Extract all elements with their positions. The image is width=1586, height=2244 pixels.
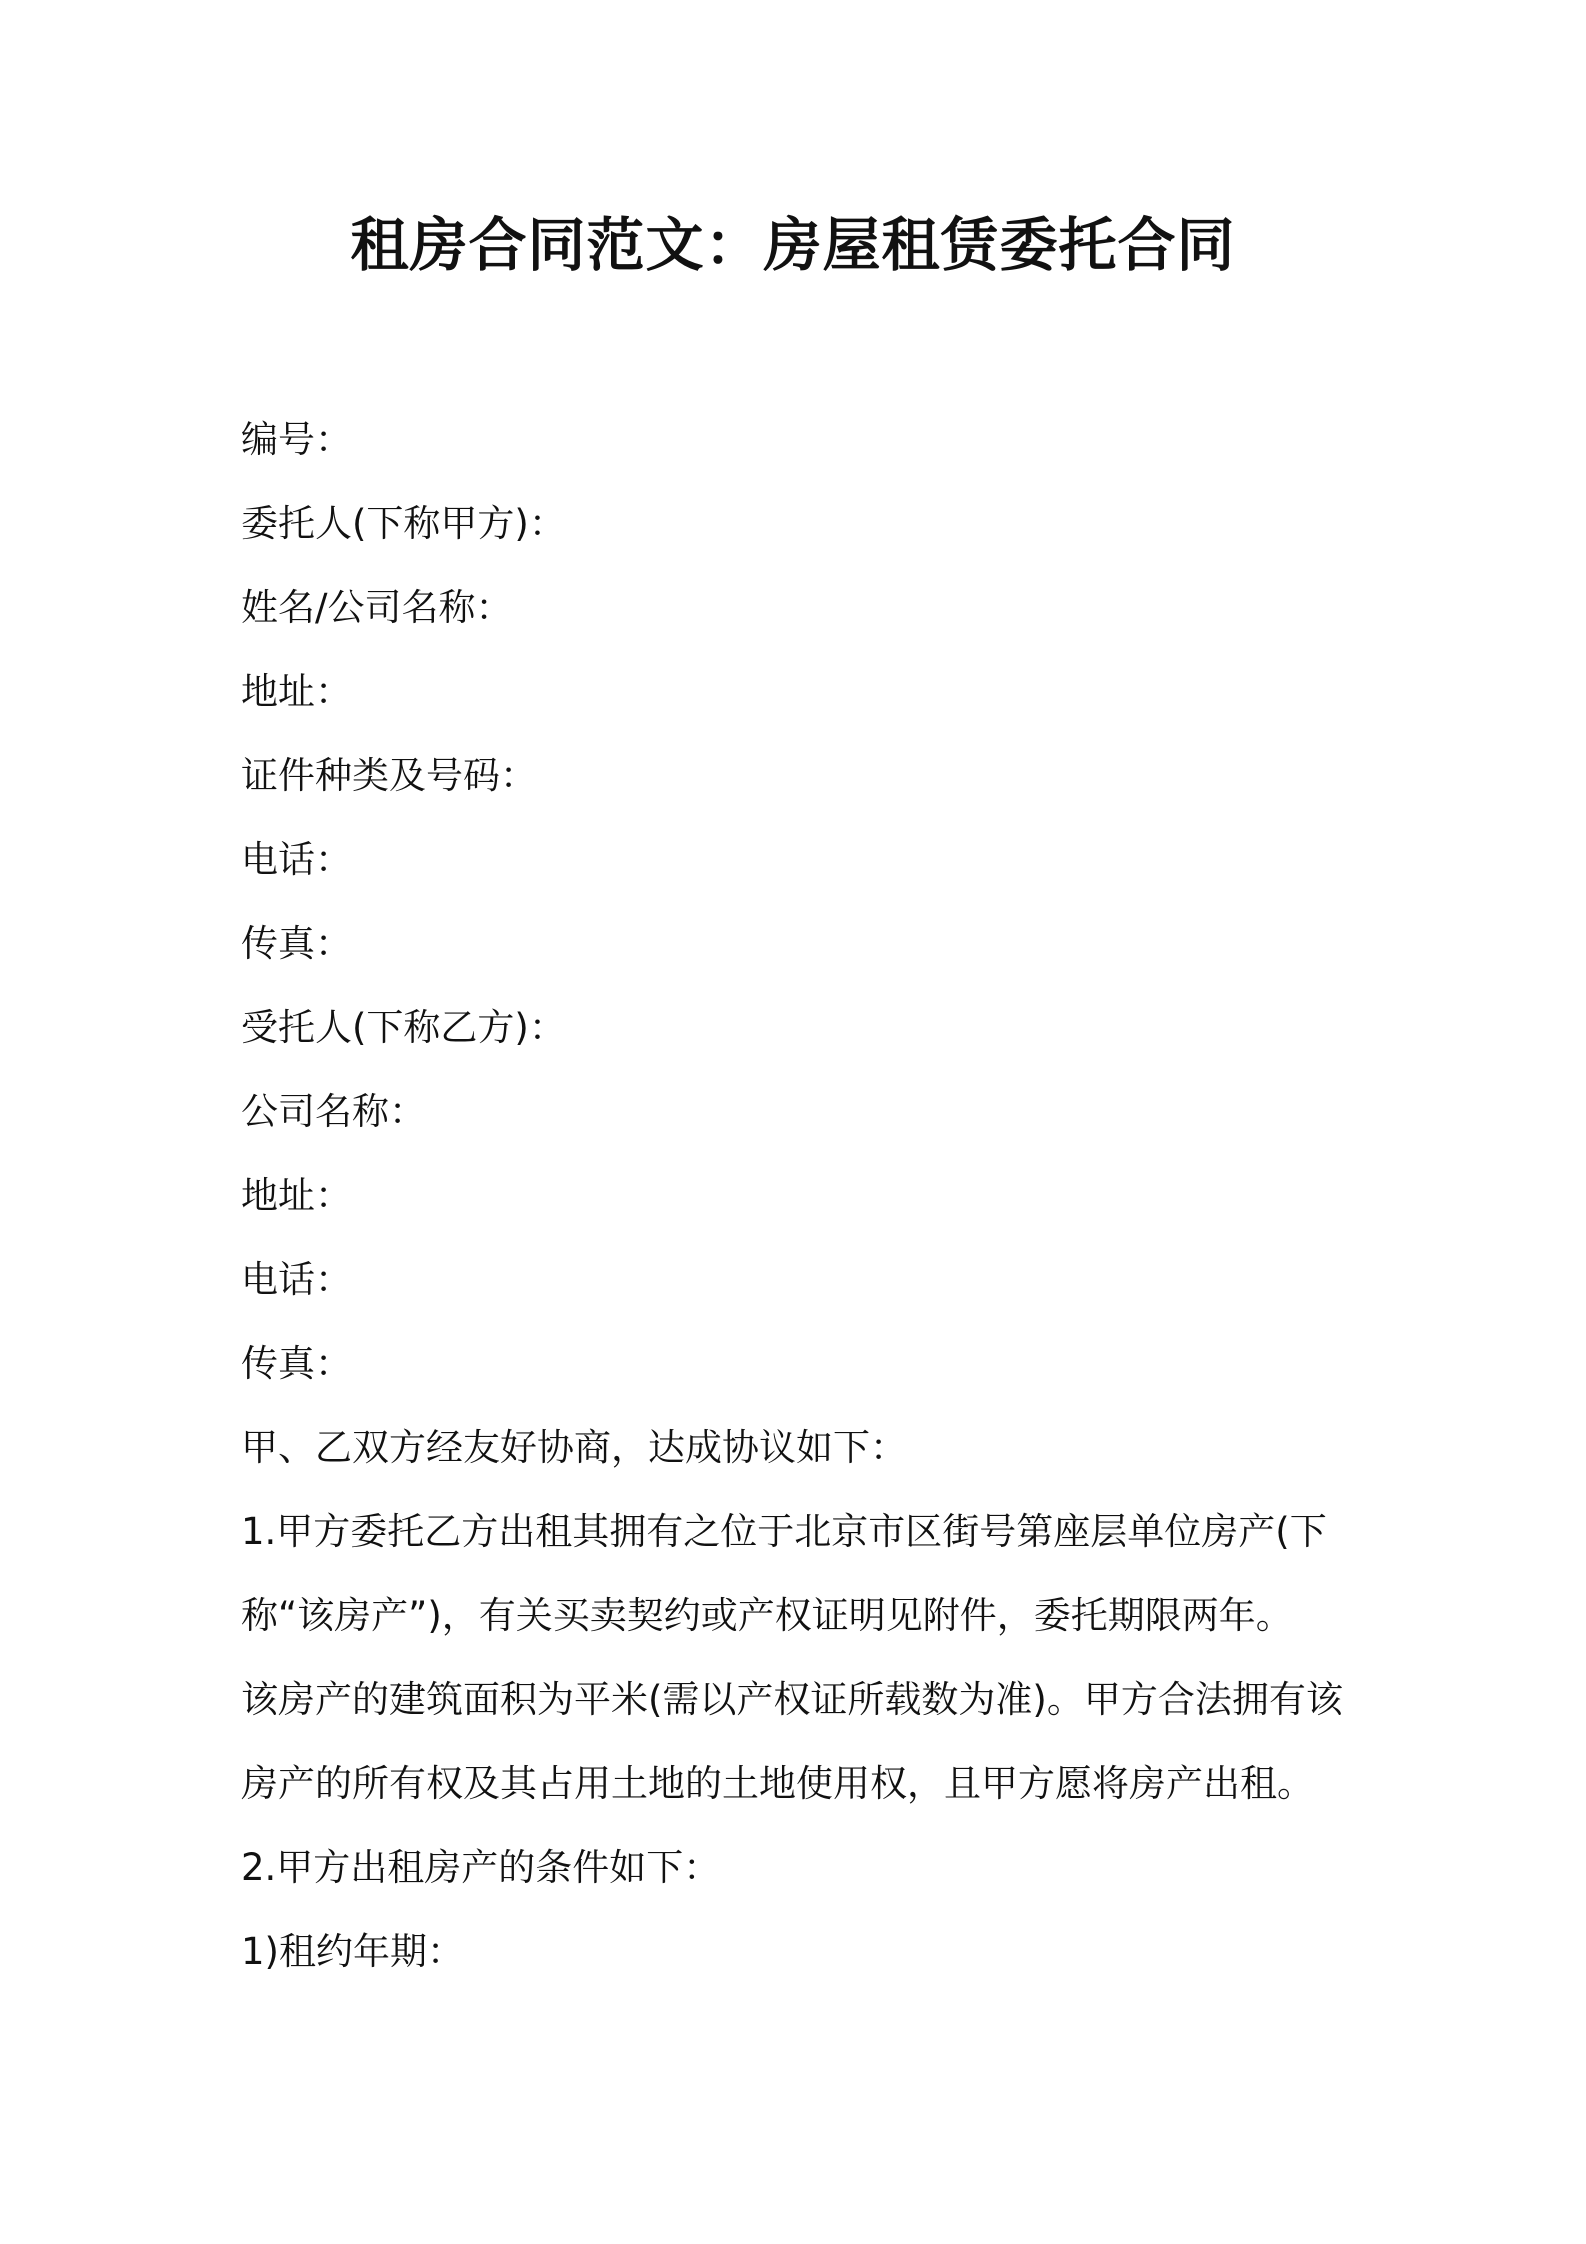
field-agent-address: 地址： — [241, 1174, 352, 1217]
field-agent-phone: 电话： — [241, 1258, 352, 1301]
field-contract-number: 编号： — [241, 418, 352, 461]
clause-1-line-3: 该房产的建筑面积为平米(需以产权证所载数为准)。甲方合法拥有该 — [241, 1678, 1343, 1721]
clause-1-line-2: 称“该房产”)，有关买卖契约或产权证明见附件，委托期限两年。 — [241, 1594, 1293, 1637]
agreement-intro: 甲、乙双方经友好协商，达成协议如下： — [241, 1426, 907, 1469]
field-principal-heading: 委托人(下称甲方)： — [241, 502, 566, 545]
field-agent-company: 公司名称： — [241, 1090, 426, 1133]
clause-2: 2.甲方出租房产的条件如下： — [241, 1846, 721, 1889]
field-agent-heading: 受托人(下称乙方)： — [241, 1006, 566, 1049]
field-principal-address: 地址： — [241, 670, 352, 713]
contract-body — [241, 398, 1361, 1994]
field-principal-fax: 传真： — [241, 922, 352, 965]
clause-1-line-1: 1.甲方委托乙方出租其拥有之位于北京市区街号第座层单位房产(下 — [241, 1510, 1327, 1553]
clause-2-item-1: 1)租约年期： — [241, 1930, 464, 1973]
field-agent-fax: 传真： — [241, 1342, 352, 1385]
page-title: 租房合同范文：房屋租赁委托合同 — [350, 211, 1236, 279]
field-principal-name: 姓名/公司名称： — [241, 586, 513, 629]
clause-1-line-4: 房产的所有权及其占用土地的土地使用权，且甲方愿将房产出租。 — [241, 1762, 1314, 1805]
field-principal-id: 证件种类及号码： — [241, 754, 537, 797]
field-principal-phone: 电话： — [241, 838, 352, 881]
